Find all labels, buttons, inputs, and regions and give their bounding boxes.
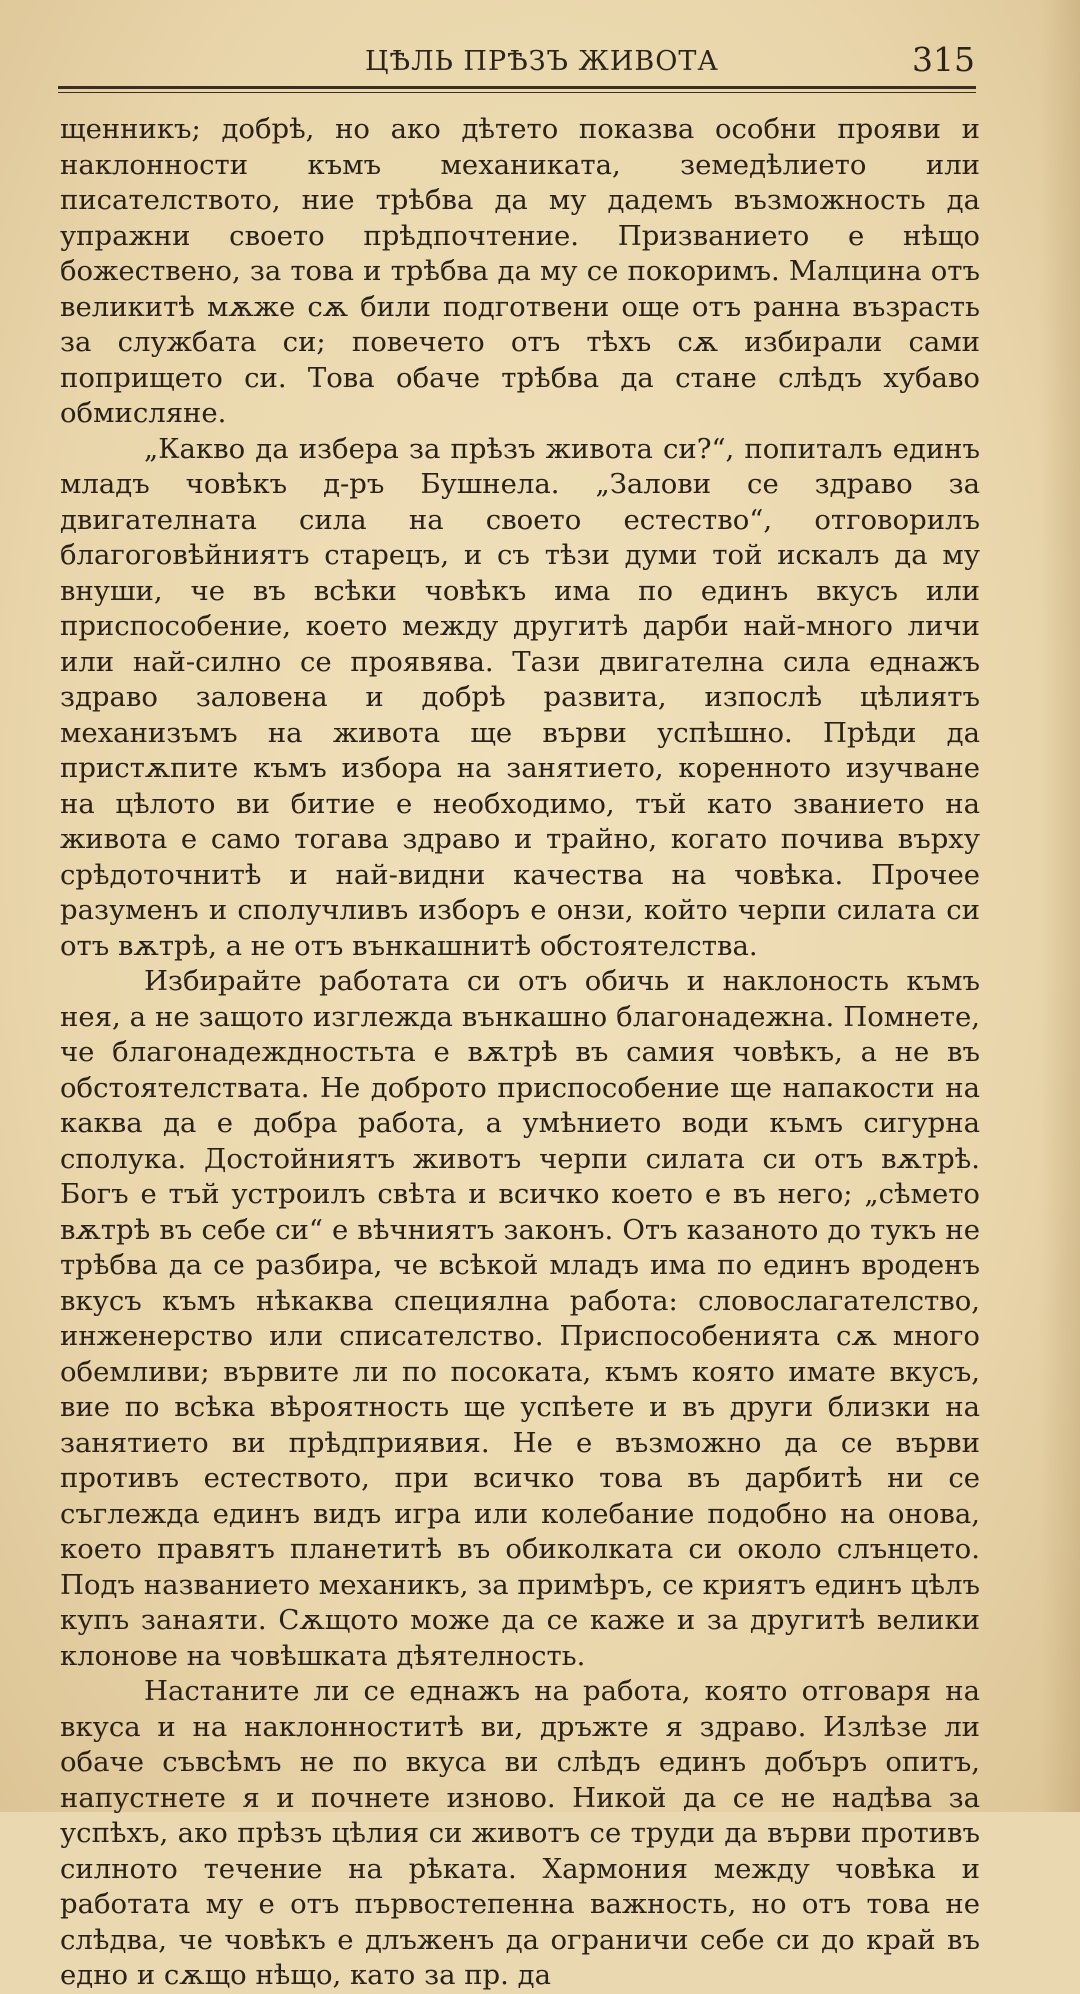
paragraph-4: Настаните ли се еднажъ на работа, която отговаря на вкуса и на наклонноститѣ ви, дръжте я здраво. Излѣзе ли обаче съвсѣмъ не по вкуса ви слѣдъ единъ добъръ опитъ, напустнете я и почнете изново. Никой да се не надѣва за успѣхъ, ако прѣзъ цѣлия си животъ се труди да върви противъ силното течение на рѣката. Хармония между човѣка и работата му е отъ първостепенна важность, но отъ това не слѣдва, че човѣкъ е длъженъ да ограничи себе си до край въ едно и сѫщо нѣщо, като за пр. да — [60, 1675, 980, 1991]
body-text — [60, 112, 980, 1994]
page-header — [60, 38, 975, 84]
paragraph-3: Избирайте работата си отъ обичь и наклоность къмъ нея, а не защото изглежда вънкашно благонадежна. Помнете, че благонадеждностьта е вѫтрѣ въ самия човѣкъ, а не въ обстоятелствата. Не доброто приспособение ще напакости на каква да е добра работа, а умѣнието води къмъ сигурна сполука. Достойниятъ животъ черпи силата си отъ вѫтрѣ. Богъ е тъй устроилъ свѣта и всичко което е въ него; „сѣмето вѫтрѣ въ себе си“ е вѣчниятъ законъ. Отъ казаното до тукъ не трѣбва да се разбира, че всѣкой младъ има по единъ вроденъ вкусъ къмъ нѣкаква специялна работа: словослагателство, инженерство или списателство. Приспособенията сѫ много обемливи; вървите ли по посоката, къмъ която имате вкусъ, вие по всѣка вѣроятность ще успѣете и въ други близки на занятието ви прѣдприявия. Не е възможно да се върви противъ естеството, при всичко това въ дарбитѣ ни се съглежда единъ видъ игра или колебание подобно на онова, което правятъ планетитѣ въ обиколката си около слънцето. Подъ названието механикъ, за примѣръ, се криятъ единъ цѣлъ купъ занаяти. Сѫщото може да се каже и за другитѣ велики клонове на човѣшката дѣятелность. — [60, 965, 980, 1672]
page-number: 315 — [912, 40, 975, 79]
page-edge-shading — [1040, 0, 1080, 1812]
paragraph-1: щенникъ; добрѣ, но ако дѣтето показва особни прояви и наклонности къмъ механиката, земедѣлието или писателството, ние трѣбва да му дадемъ възможность да упражни своето прѣдпочтение. Призванието е нѣщо божествено, за това и трѣбва да му се покоримъ. Малцина отъ великитѣ мѫже сѫ били подготвени още отъ ранна възрасть за службата си; повечето отъ тѣхъ сѫ избирали сами попрището си. Това обаче трѣбва да стане слѣдъ хубаво обмисляне. — [60, 113, 980, 429]
header-rule-thick — [58, 86, 976, 89]
header-rule-thin — [58, 92, 976, 93]
running-title: ЦѢЛЬ ПРѢЗЪ ЖИВОТА — [365, 46, 719, 77]
paragraph-2: „Какво да избера за прѣзъ живота си?“, попиталъ единъ младъ човѣкъ д-ръ Бушнела. „Залови се здраво за двигателната сила на своето естество“, отговорилъ благоговѣйниятъ старецъ, и съ тѣзи думи той искалъ да му внуши, че въ всѣки човѣкъ има по единъ вкусъ или приспособение, което между другитѣ дарби най-много личи или най-силно се проявява. Тази двигателна сила еднажъ здраво заловена и добрѣ развита, изпослѣ цѣлиятъ механизъмъ на живота ще върви успѣшно. Прѣди да пристѫпите къмъ избора на занятието, коренното изучване на цѣлото ви битие е необходимо, тъй като званието на живота е само тогава здраво и трайно, когато почива върху срѣдоточнитѣ и най-видни качества на човѣка. Прочее разуменъ и сполучливъ изборъ е онзи, който черпи силата си отъ вѫтрѣ, а не отъ вънкашнитѣ обстоятелства. — [60, 432, 980, 962]
